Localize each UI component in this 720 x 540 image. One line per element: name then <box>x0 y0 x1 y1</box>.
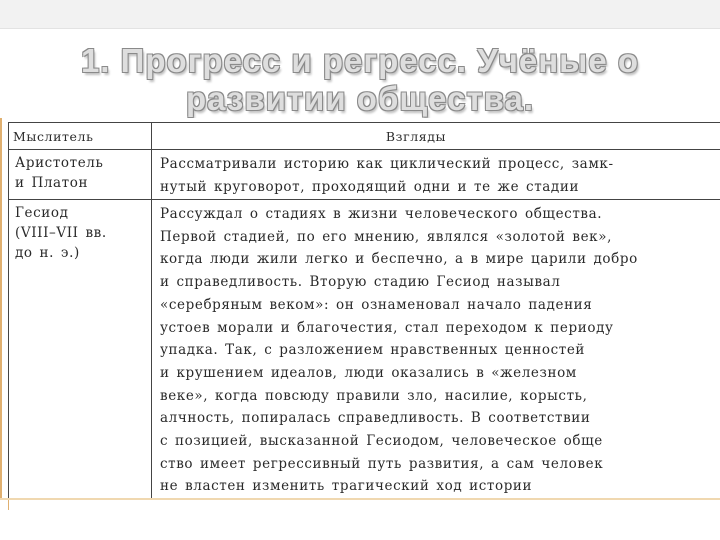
header-views: Взгляды <box>152 123 720 150</box>
views-line: Рассматривали историю как циклический процесс, замк- <box>160 156 614 172</box>
table-row <box>9 200 720 499</box>
table-header-row <box>9 123 720 150</box>
views-cell <box>152 150 720 200</box>
slide-top-band <box>0 0 720 29</box>
thinker-line: (VIII–VII вв. <box>15 225 107 241</box>
thinker-line: Гесиод <box>15 205 69 221</box>
views-line: с позицией, высказанной Гесиодом, человеческое обще <box>160 433 603 450</box>
bottom-accent-rule <box>0 498 720 500</box>
thinker-cell <box>9 150 152 200</box>
views-line: веке», когда повсюду правили зло, насилие, корысть, <box>160 387 588 404</box>
left-accent-rule <box>0 118 2 498</box>
views-line: устоев морали и благочестия, стал переходом к периоду <box>160 319 614 336</box>
views-line: Рассуждал о стадиях в жизни человеческого общества. <box>160 206 603 222</box>
thinker-line: Аристотель <box>15 155 104 171</box>
views-line: и крушением идеалов, люди оказались в «железном <box>160 364 577 381</box>
views-line: Первой стадией, по его мнению, являлся «золотой век», <box>160 228 612 245</box>
views-line: «серебряным веком»: он ознаменовал начало падения <box>160 296 593 313</box>
views-line: и справедливость. Вторую стадию Гесиод называл <box>160 274 561 291</box>
views-line: ство имеет регрессивный путь развития, а сам человек <box>160 455 604 472</box>
thinkers-table <box>8 122 720 498</box>
table-row <box>9 150 720 200</box>
slide-title-line-1: 1. Прогресс и регресс. Учёные о <box>80 42 640 79</box>
thinker-cell <box>9 200 152 499</box>
thinker-line: и Платон <box>15 175 89 191</box>
views-line: алчность, попиралась справедливость. В соответствии <box>160 410 591 427</box>
slide-title-line-2: развитии общества. <box>186 80 534 117</box>
views-line: когда люди жили легко и беспечно, а в мире царили добро <box>160 251 638 268</box>
header-thinker: Мыслитель <box>9 123 152 150</box>
views-line: нутый круговорот, проходящий одни и те же стадии <box>160 178 580 195</box>
views-cell <box>152 200 720 499</box>
bottom-left-mark <box>0 500 9 510</box>
thinker-line: до н. э.) <box>15 245 80 261</box>
views-line: упадка. Так, с разложением нравственных ценностей <box>160 342 585 359</box>
views-line: не властен изменить трагический ход истории <box>160 478 533 495</box>
slide-title <box>0 42 720 118</box>
